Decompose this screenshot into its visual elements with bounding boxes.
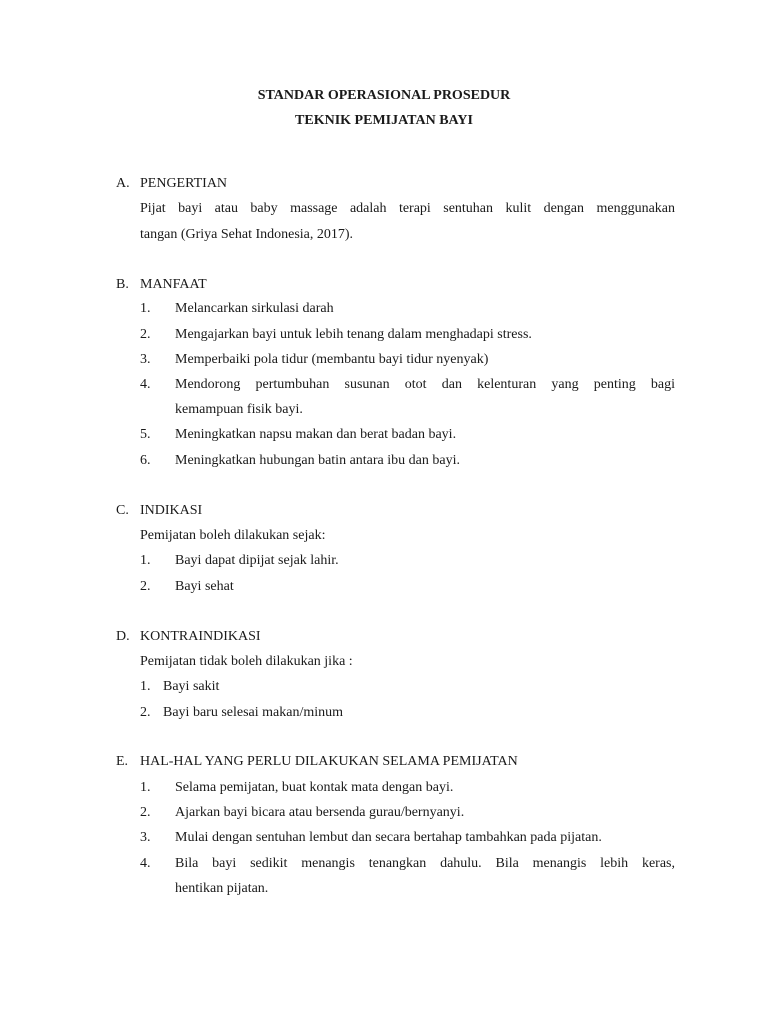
list-number: 6.	[140, 453, 151, 468]
section-title: MANFAAT	[140, 277, 207, 292]
section-title: PENGERTIAN	[140, 176, 228, 191]
list-number: 2.	[140, 705, 151, 720]
list-item: Meningkatkan hubungan batin antara ibu dan bayi.	[175, 453, 460, 468]
list-item: Melancarkan sirkulasi darah	[175, 301, 334, 316]
list-item: Bayi sehat	[175, 579, 234, 594]
section-title: HAL-HAL YANG PERLU DILAKUKAN SELAMA PEMIJATAN	[140, 754, 518, 769]
list-number: 1.	[140, 679, 151, 694]
list-number: 2.	[140, 327, 151, 342]
list-number: 1.	[140, 553, 151, 568]
paragraph-line: Pijat bayi atau baby massage adalah terapi sentuhan kulit dengan menggunakan	[140, 201, 675, 216]
list-item: Mendorong pertumbuhan susunan otot dan kelenturan yang penting bagi	[175, 377, 675, 392]
list-item: Memperbaiki pola tidur (membantu bayi tidur nyenyak)	[175, 352, 489, 367]
list-item: Bayi dapat dipijat sejak lahir.	[175, 553, 339, 568]
list-item: Meningkatkan napsu makan dan berat badan bayi.	[175, 427, 457, 442]
list-item-continuation: kemampuan fisik bayi.	[175, 402, 303, 417]
list-item-continuation: hentikan pijatan.	[175, 881, 269, 896]
list-number: 5.	[140, 427, 151, 442]
list-number: 1.	[140, 780, 151, 795]
section-intro: Pemijatan tidak boleh dilakukan jika :	[140, 654, 353, 669]
section-title: INDIKASI	[140, 503, 203, 518]
list-item: Bayi sakit	[163, 679, 220, 694]
document-title: STANDAR OPERASIONAL PROSEDUR	[257, 88, 511, 103]
paragraph-line: tangan (Griya Sehat Indonesia, 2017).	[140, 227, 354, 242]
list-item: Mulai dengan sentuhan lembut dan secara bertahap tambahkan pada pijatan.	[175, 830, 602, 845]
list-number: 3.	[140, 830, 151, 845]
section-title: KONTRAINDIKASI	[140, 629, 261, 644]
section-letter: A.	[116, 176, 130, 191]
list-item: Ajarkan bayi bicara atau bersenda gurau/bernyanyi.	[175, 805, 465, 820]
list-number: 2.	[140, 805, 151, 820]
list-number: 3.	[140, 352, 151, 367]
list-number: 1.	[140, 301, 151, 316]
section-letter: B.	[116, 277, 129, 292]
list-item: Bila bayi sedikit menangis tenangkan dahulu. Bila menangis lebih keras,	[175, 856, 675, 871]
list-item: Mengajarkan bayi untuk lebih tenang dalam menghadapi stress.	[175, 327, 532, 342]
section-letter: E.	[116, 754, 129, 769]
section-letter: D.	[116, 629, 130, 644]
list-item: Selama pemijatan, buat kontak mata dengan bayi.	[175, 780, 454, 795]
list-item: Bayi baru selesai makan/minum	[163, 705, 344, 720]
list-number: 4.	[140, 856, 151, 871]
section-letter: C.	[116, 503, 129, 518]
list-number: 2.	[140, 579, 151, 594]
list-number: 4.	[140, 377, 151, 392]
section-intro: Pemijatan boleh dilakukan sejak:	[140, 528, 326, 543]
document-subtitle: TEKNIK PEMIJATAN BAYI	[295, 113, 473, 128]
